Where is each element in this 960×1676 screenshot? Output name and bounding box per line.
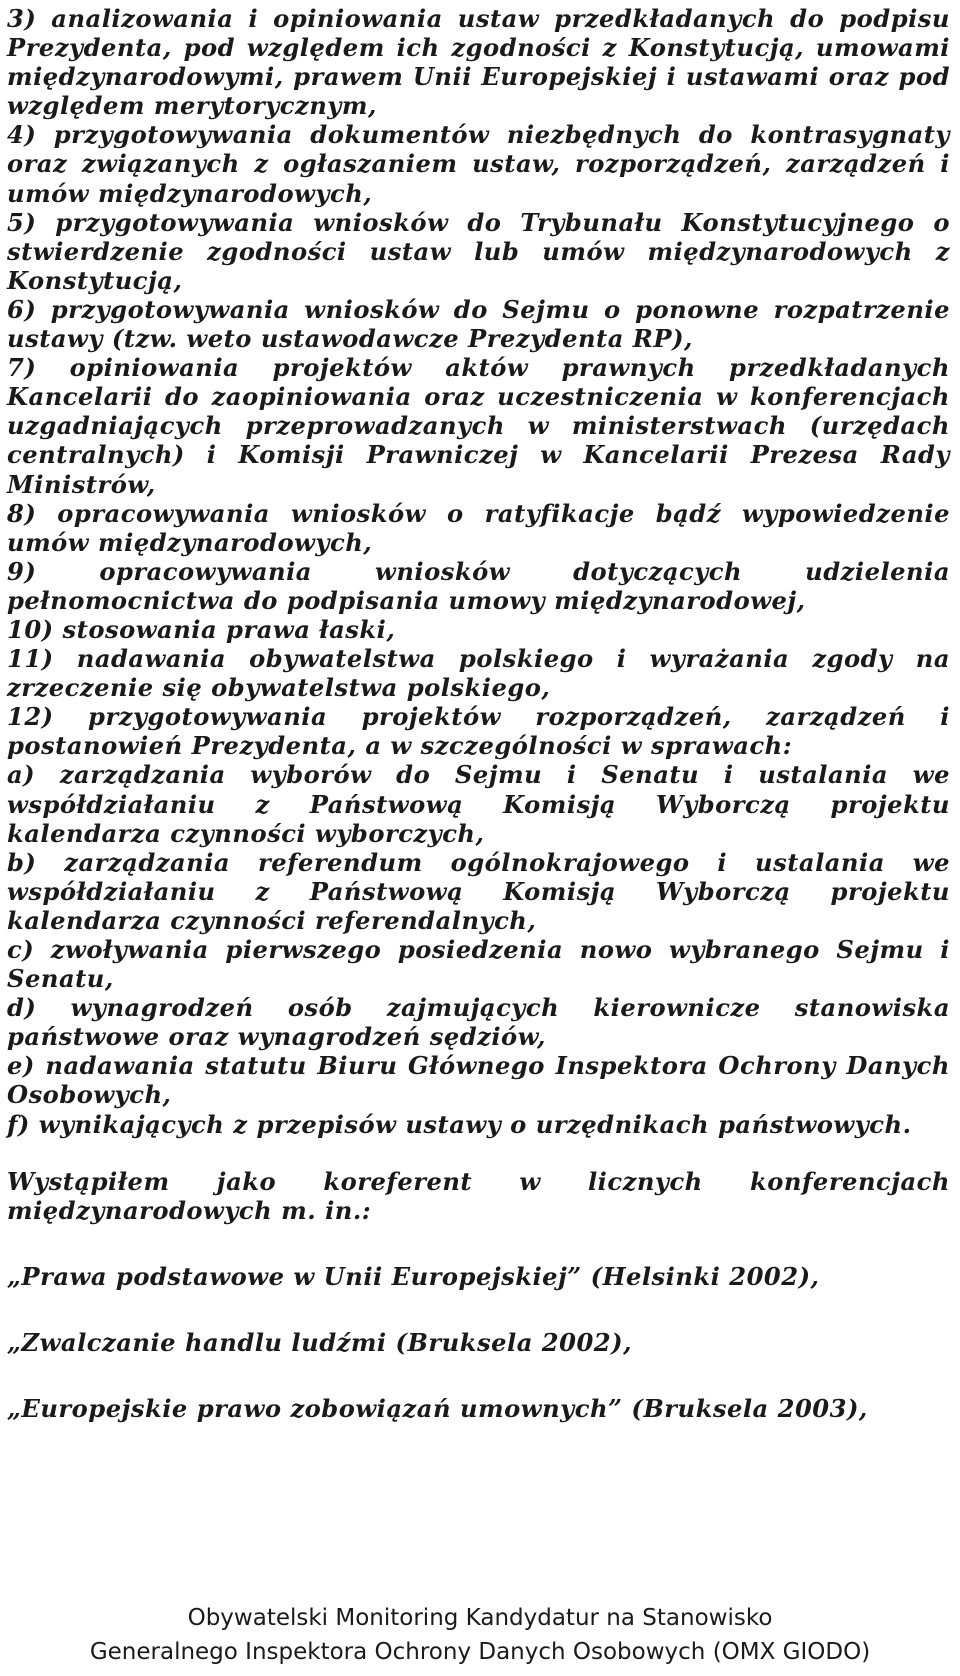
page-footer (0, 1601, 960, 1669)
list-item: 9) opracowywania wniosków dotyczących udzielenia pełnomocnictwa do podpisania umowy międzynarodowej, (7, 556, 950, 615)
conference-item: „Prawa podstawowe w Unii Europejskiej” (Helsinki 2002), (7, 1261, 820, 1291)
footer-line-1: Obywatelski Monitoring Kandydatur na Stanowisko (187, 1605, 773, 1631)
sub-list-item: f) wynikających z przepisów ustawy o urzędnikach państwowych. (7, 1109, 912, 1139)
list-item: 3) analizowania i opiniowania ustaw przedkładanych do podpisu Prezydenta, pod względem ich zgodności z Konstytucją, umowami międzynarodowymi, prawem Unii Europejskiej i ustawami oraz pod względem merytorycznym, (7, 4, 950, 121)
list-item: 4) przygotowywania dokumentów niezbędnych do kontrasygnaty oraz związanych z ogłaszaniem ustaw, rozporządzeń, zarządzeń i umów międzynarodowych, (7, 120, 950, 208)
conference-item: „Europejskie prawo zobowiązań umownych” (Bruksela 2003), (7, 1394, 868, 1424)
list-item: 7) opiniowania projektów aktów prawnych przedkładanych Kancelarii do zaopiniowania oraz uczestniczenia w konferencjach uzgadniających przeprowadzanych w ministerstwach (urzędach centralnych) i Komisji Prawniczej w Kancelarii Prezesa Rady Ministrów, (7, 353, 950, 499)
sub-list-item: d) wynagrodzeń osób zajmujących kierownicze stanowiska państwowe oraz wynagrodzeń sędziów, (7, 993, 950, 1052)
list-item: 6) przygotowywania wniosków do Sejmu o ponowne rozpatrzenie ustawy (tzw. weto ustawodawcze Prezydenta RP), (7, 294, 950, 354)
list-item: 5) przygotowywania wniosków do Trybunału Konstytucyjnego o stwierdzenie zgodności ustaw lub umów międzynarodowych z Konstytucją, (7, 207, 950, 295)
list-item: 10) stosowania prawa łaski, (7, 614, 396, 644)
sub-list-item: b) zarządzania referendum ogólnokrajowego i ustalania we współdziałaniu z Państwową Komisją Wyborczą projektu kalendarza czynności referendalnych, (7, 847, 950, 935)
sub-list-item: c) zwoływania pierwszego posiedzenia nowo wybranego Sejmu i Senatu, (7, 935, 950, 994)
sub-list-item: e) nadawania statutu Biuru Głównego Inspektora Ochrony Danych Osobowych, (7, 1051, 950, 1110)
document-body (7, 4, 950, 1423)
conference-item: „Zwalczanie handlu ludźmi (Bruksela 2002), (7, 1327, 632, 1357)
conferences-intro: Wystąpiłem jako koreferent w licznych konferencjach międzynarodowych m. in.: (7, 1166, 950, 1225)
list-item: 8) opracowywania wniosków o ratyfikacje bądź wypowiedzenie umów międzynarodowych, (7, 498, 950, 557)
footer-line-2: Generalnego Inspektora Ochrony Danych Osobowych (OMX GIODO) (89, 1639, 871, 1665)
sub-list-item: a) zarządzania wyborów do Sejmu i Senatu i ustalania we współdziałaniu z Państwową Komisją Wyborczą projektu kalendarza czynności wyborczych, (7, 760, 950, 848)
list-item: 11) nadawania obywatelstwa polskiego i wyrażania zgody na zrzeczenie się obywatelstwa polskiego, (7, 644, 950, 703)
list-item: 12) przygotowywania projektów rozporządzeń, zarządzeń i postanowień Prezydenta, a w szczególności w sprawach: (7, 702, 950, 761)
